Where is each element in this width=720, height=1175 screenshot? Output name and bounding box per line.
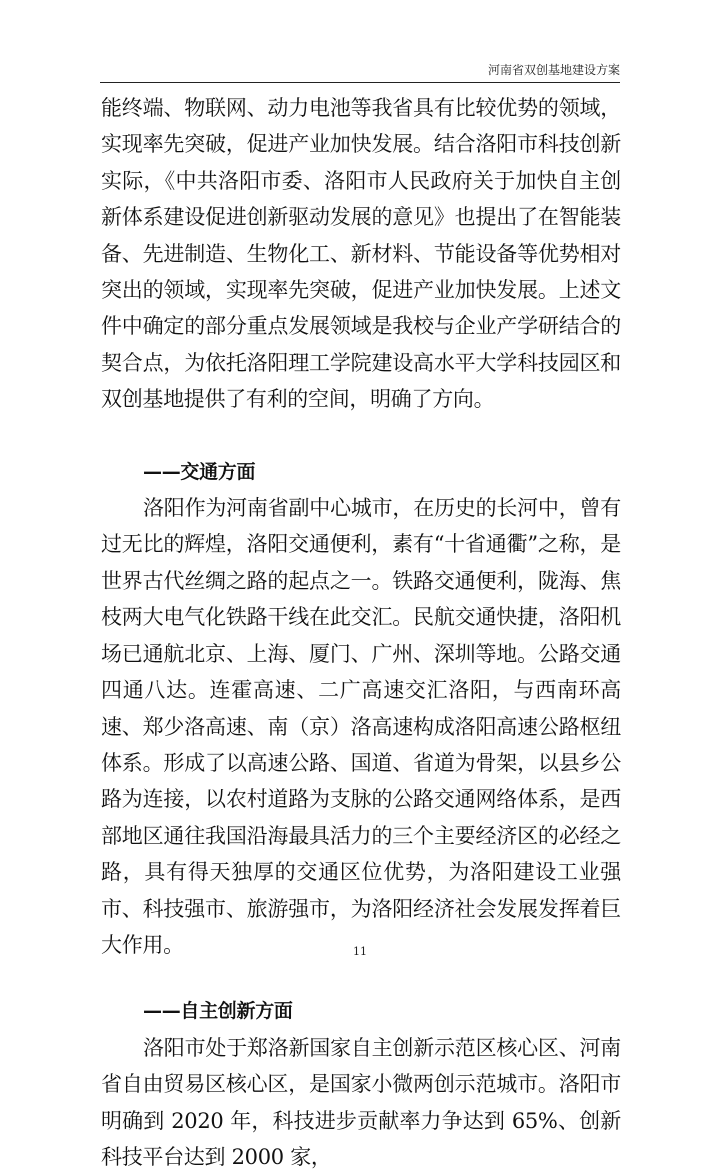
paragraph-continuation: 能终端、物联网、动力电池等我省具有比较优势的领域，实现率先突破，促进产业加快发展。结合洛阳市科技创新实际，《中共洛阳市委、洛阳市人民政府关于加快自主创新体系建设促进创新驱动发展的意见》也提出了在智能装备、先进制造、生物化工、新材料、节能设备等优势相对突出的领域，实现率先突破，促进产业加快发展。上述文件中确定的部分重点发展领域是我校与企业产学研结合的契合点，为依托洛阳理工学院建设高水平大学科技园区和双创基地提供了有利的空间，明确了方向。 (101, 96, 621, 412)
paragraph-spacer (101, 418, 621, 454)
section-heading-innovation: ——自主创新方面 (143, 1000, 293, 1023)
paragraph-spacer (101, 963, 621, 993)
page-number: 11 (353, 945, 367, 958)
paragraph-innovation: 洛阳市处于郑洛新国家自主创新示范区核心区、河南省自由贸易区核心区，是国家小微两创示范城市。洛阳市明确到 2020 年，科技进步贡献率力争达到 65%、创新科技平台达到 2000 家， (101, 1035, 621, 1169)
document-body (101, 90, 621, 1175)
section-heading-transport: ——交通方面 (143, 460, 256, 483)
paragraph-transport: 洛阳作为河南省副中心城市，在历史的长河中，曾有过无比的辉煌，洛阳交通便利，素有“十省通衢”之称，是世界古代丝绸之路的起点之一。铁路交通便利，陇海、焦枝两大电气化铁路干线在此交汇。民航交通快捷，洛阳机场已通航北京、上海、厦门、广州、深圳等地。公路交通四通八达。连霍高速、二广高速交汇洛阳，与西南环高速、郑少洛高速、南（京）洛高速构成洛阳高速公路枢纽体系。形成了以高速公路、国道、省道为骨架，以县乡公路为连接，以农村道路为支脉的公路交通网络体系，是西部地区通往我国沿海最具活力的三个主要经济区的必经之路，具有得天独厚的交通区位优势，为洛阳建设工业强市、科技强市、旅游强市，为洛阳经济社会发展发挥着巨大作用。 (101, 496, 621, 957)
header-divider (100, 82, 620, 83)
running-header-title: 河南省双创基地建设方案 (487, 63, 620, 77)
